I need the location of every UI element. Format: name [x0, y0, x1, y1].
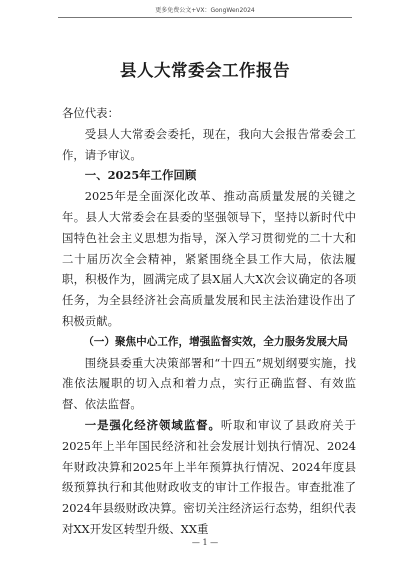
point-lead: 一是强化经济领域监督。 [84, 417, 221, 432]
document-title: 县人大常委会工作报告 [120, 61, 290, 80]
section-heading: 一、2025年工作回顾 [84, 168, 197, 183]
intro-paragraph: 受县人大常委会委托，现在，我向大会报告常委会工作，请予审议。 [62, 126, 356, 162]
header-divider [58, 17, 352, 18]
document-body [62, 103, 356, 540]
section-paragraph: 2025年是全面深化改革、推动高质量发展的关键之年。县人大常委会在县委的坚强领导下，坚持以新时代中国特色社会主义思想为指导，深入学习贯彻党的二十大和二十届历次全会精神，紧紧围绕全县工作大局，依法履职，积极作为，圆满完成了县X届人大X次会议确定的各项任务，为全县经济社会高质量发展和民主法治建设作出了积极贡献。 [62, 189, 356, 328]
point-paragraph [62, 415, 356, 540]
subsection-paragraph: 围绕县委重大决策部署和“十四五”规划纲要实施，找准依法履职的切入点和着力点，实行正确监督、有效监督、依法监督。 [62, 355, 356, 412]
point-text: 听取和审议了县政府关于2025年上半年国民经济和社会发展计划执行情况、2024年财政决算和2025年上半年预算执行情况、2024年度县级预算执行和其他财政收支的审计工作报告。审查批准了2024年县级财政决算。密切关注经济运行态势，组织代表对XX开发区转型升级、XX重 [62, 417, 356, 536]
page-number: — 1 — [191, 538, 219, 547]
subsection-heading: （一）聚焦中心工作，增强监督实效，全力服务发展大局 [83, 335, 349, 348]
page-header: 更多免费公文+VX：GongWen2024 [155, 7, 255, 14]
salutation: 各位代表： [62, 106, 119, 120]
